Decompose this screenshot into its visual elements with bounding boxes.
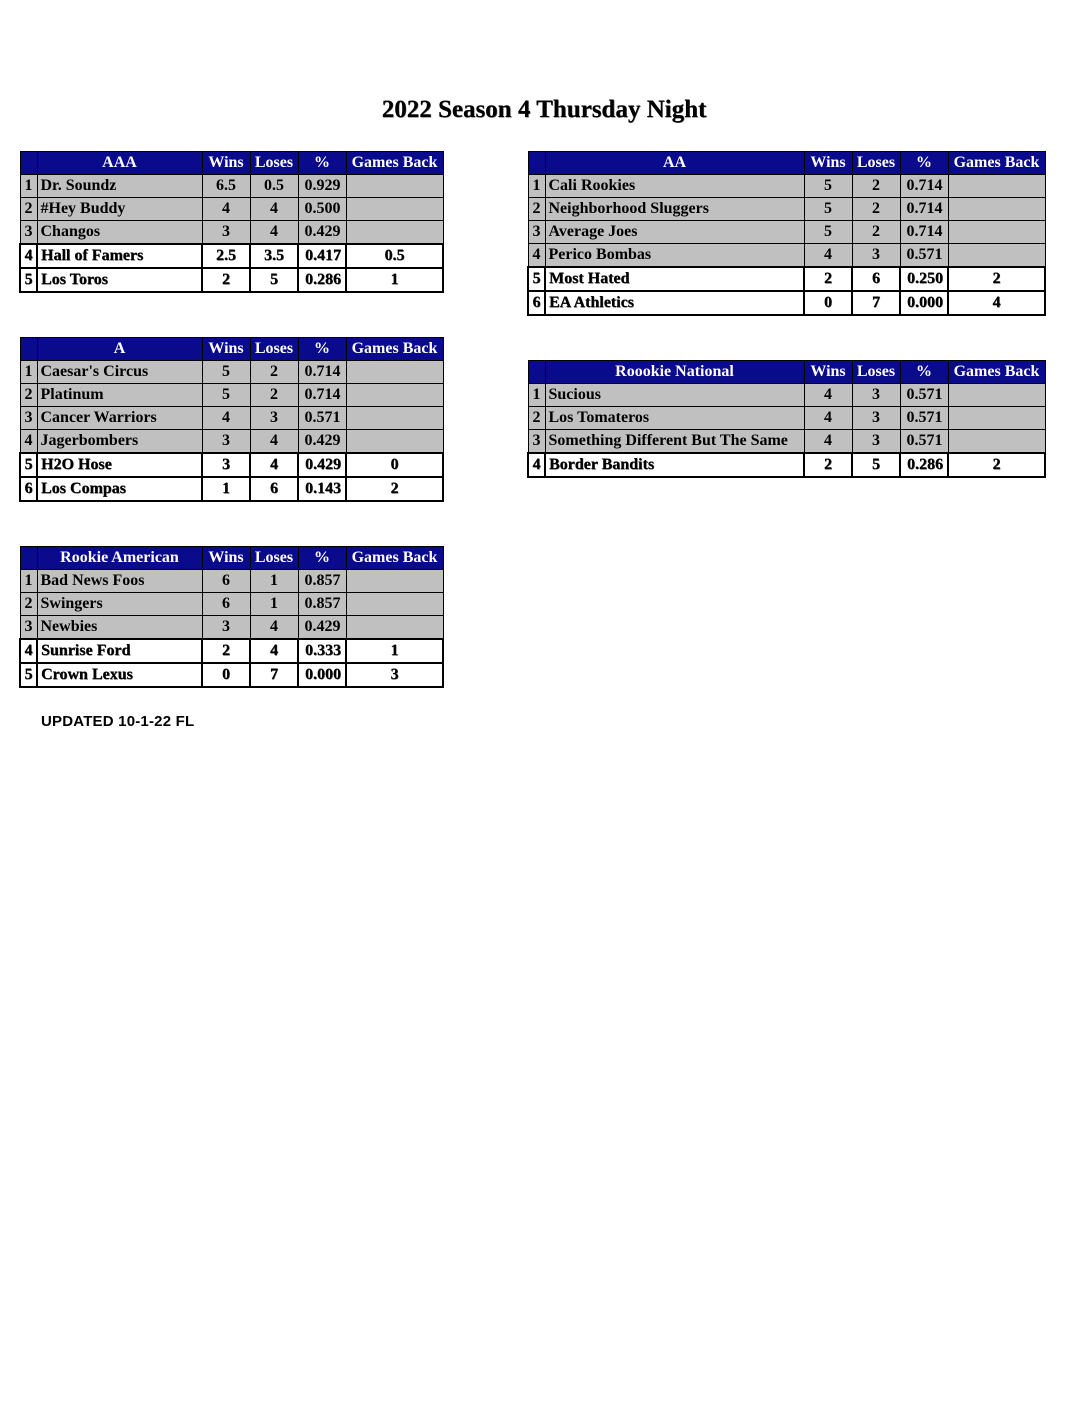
rank-cell: 3	[20, 616, 37, 640]
header-division-name: AAA	[37, 152, 202, 175]
team-name: Cancer Warriors	[37, 407, 202, 430]
games-back-cell: 2	[948, 453, 1045, 477]
pct-cell: 0.000	[298, 663, 346, 687]
games-back-cell	[948, 430, 1045, 454]
rank-cell: 2	[528, 198, 545, 221]
pct-cell: 0.571	[900, 244, 948, 268]
rank-cell: 3	[20, 221, 37, 245]
rank-cell: 5	[528, 267, 545, 291]
games-back-cell: 4	[948, 291, 1045, 315]
header-rank	[20, 547, 37, 570]
table-row	[528, 175, 1045, 198]
page-title: 2022 Season 4 Thursday Night	[381, 96, 707, 123]
pct-cell: 0.417	[298, 244, 346, 268]
header-row	[528, 361, 1045, 384]
wins-cell: 3	[202, 616, 250, 640]
header-row	[20, 547, 443, 570]
team-name: Bad News Foos	[37, 570, 202, 593]
games-back-cell	[346, 407, 443, 430]
games-back-cell	[948, 407, 1045, 430]
header-rank	[528, 361, 545, 384]
wins-cell: 2	[202, 268, 250, 292]
games-back-cell	[948, 221, 1045, 244]
table-row	[20, 175, 443, 198]
table-row	[20, 477, 443, 501]
pct-cell: 0.429	[298, 616, 346, 640]
pct-cell: 0.571	[900, 384, 948, 407]
wins-cell: 4	[202, 198, 250, 221]
rank-cell: 4	[20, 430, 37, 454]
games-back-cell	[346, 221, 443, 245]
table-row	[528, 221, 1045, 244]
pct-cell: 0.250	[900, 267, 948, 291]
wins-cell: 0	[202, 663, 250, 687]
loses-cell: 4	[250, 616, 298, 640]
header-row	[20, 152, 443, 175]
table-row	[20, 268, 443, 292]
pct-cell: 0.429	[298, 453, 346, 477]
wins-cell: 1	[202, 477, 250, 501]
header-games-back: Games Back	[346, 152, 443, 175]
wins-cell: 3	[202, 221, 250, 245]
rank-cell: 3	[20, 407, 37, 430]
standings-table-aa	[527, 151, 1046, 316]
rank-cell: 6	[528, 291, 545, 315]
rank-cell: 3	[528, 430, 545, 454]
games-back-cell	[948, 198, 1045, 221]
wins-cell: 4	[202, 407, 250, 430]
header-loses: Loses	[852, 361, 900, 384]
header-loses: Loses	[852, 152, 900, 175]
rank-cell: 6	[20, 477, 37, 501]
wins-cell: 2	[804, 453, 852, 477]
loses-cell: 3	[852, 430, 900, 454]
pct-cell: 0.429	[298, 221, 346, 245]
header-wins: Wins	[202, 547, 250, 570]
loses-cell: 7	[250, 663, 298, 687]
loses-cell: 1	[250, 570, 298, 593]
standings-table-a	[19, 337, 444, 502]
rank-cell: 1	[20, 361, 37, 384]
table-row	[20, 616, 443, 640]
rank-cell: 5	[20, 663, 37, 687]
table-row	[20, 593, 443, 616]
loses-cell: 4	[250, 639, 298, 663]
wins-cell: 3	[202, 453, 250, 477]
table-row	[528, 430, 1045, 454]
loses-cell: 4	[250, 221, 298, 245]
loses-cell: 2	[250, 361, 298, 384]
table-row	[528, 407, 1045, 430]
loses-cell: 4	[250, 430, 298, 454]
standings-table-rookie-national	[527, 360, 1046, 478]
rank-cell: 4	[528, 244, 545, 268]
table-row	[528, 198, 1045, 221]
loses-cell: 5	[250, 268, 298, 292]
games-back-cell	[346, 361, 443, 384]
table-row	[528, 267, 1045, 291]
pct-cell: 0.714	[900, 198, 948, 221]
wins-cell: 4	[804, 407, 852, 430]
header-games-back: Games Back	[346, 547, 443, 570]
table-row	[528, 291, 1045, 315]
games-back-cell	[346, 430, 443, 454]
header-division-name: AA	[545, 152, 804, 175]
header-games-back: Games Back	[948, 152, 1045, 175]
header-pct: %	[298, 547, 346, 570]
pct-cell: 0.143	[298, 477, 346, 501]
wins-cell: 5	[804, 175, 852, 198]
wins-cell: 3	[202, 430, 250, 454]
games-back-cell	[948, 244, 1045, 268]
rank-cell: 1	[528, 175, 545, 198]
updated-note: UPDATED 10-1-22 FL	[41, 713, 195, 730]
table-row	[20, 453, 443, 477]
wins-cell: 4	[804, 430, 852, 454]
header-pct: %	[900, 361, 948, 384]
pct-cell: 0.500	[298, 198, 346, 221]
rank-cell: 5	[20, 453, 37, 477]
team-name: Neighborhood Sluggers	[545, 198, 804, 221]
standings-table-rookie-american	[19, 546, 444, 688]
header-loses: Loses	[250, 338, 298, 361]
team-name: Newbies	[37, 616, 202, 640]
loses-cell: 2	[852, 175, 900, 198]
games-back-cell	[346, 384, 443, 407]
loses-cell: 6	[250, 477, 298, 501]
wins-cell: 6	[202, 570, 250, 593]
rank-cell: 2	[20, 384, 37, 407]
team-name: Platinum	[37, 384, 202, 407]
pct-cell: 0.571	[900, 407, 948, 430]
games-back-cell: 2	[948, 267, 1045, 291]
header-pct: %	[298, 152, 346, 175]
team-name: Something Different But The Same	[545, 430, 804, 454]
table-row	[528, 453, 1045, 477]
pct-cell: 0.857	[298, 593, 346, 616]
table-row	[20, 430, 443, 454]
table-row	[20, 244, 443, 268]
games-back-cell	[346, 570, 443, 593]
header-rank	[20, 152, 37, 175]
pct-cell: 0.929	[298, 175, 346, 198]
games-back-cell: 2	[346, 477, 443, 501]
rank-cell: 2	[528, 407, 545, 430]
team-name: EA Athletics	[545, 291, 804, 315]
games-back-cell	[948, 175, 1045, 198]
rank-cell: 5	[20, 268, 37, 292]
loses-cell: 7	[852, 291, 900, 315]
pct-cell: 0.714	[900, 221, 948, 244]
loses-cell: 3	[852, 384, 900, 407]
loses-cell: 6	[852, 267, 900, 291]
table-row	[528, 384, 1045, 407]
team-name: Most Hated	[545, 267, 804, 291]
wins-cell: 6	[202, 593, 250, 616]
team-name: H2O Hose	[37, 453, 202, 477]
table-row	[20, 221, 443, 245]
team-name: Sucious	[545, 384, 804, 407]
loses-cell: 5	[852, 453, 900, 477]
table-row	[20, 198, 443, 221]
team-name: Cali Rookies	[545, 175, 804, 198]
team-name: Los Toros	[37, 268, 202, 292]
team-name: Hall of Famers	[37, 244, 202, 268]
team-name: Border Bandits	[545, 453, 804, 477]
pct-cell: 0.714	[298, 384, 346, 407]
games-back-cell	[346, 593, 443, 616]
header-rank	[528, 152, 545, 175]
rank-cell: 4	[528, 453, 545, 477]
table-row	[20, 570, 443, 593]
loses-cell: 3	[250, 407, 298, 430]
games-back-cell	[346, 175, 443, 198]
pct-cell: 0.286	[298, 268, 346, 292]
rank-cell: 2	[20, 198, 37, 221]
header-division-name: A	[37, 338, 202, 361]
header-division-name: Roookie National	[545, 361, 804, 384]
loses-cell: 2	[852, 198, 900, 221]
loses-cell: 2	[250, 384, 298, 407]
loses-cell: 4	[250, 198, 298, 221]
wins-cell: 2	[202, 639, 250, 663]
rank-cell: 3	[528, 221, 545, 244]
games-back-cell: 1	[346, 639, 443, 663]
team-name: Perico Bombas	[545, 244, 804, 268]
team-name: Average Joes	[545, 221, 804, 244]
table-row	[20, 663, 443, 687]
team-name: Crown Lexus	[37, 663, 202, 687]
pct-cell: 0.000	[900, 291, 948, 315]
games-back-cell	[948, 384, 1045, 407]
header-rank	[20, 338, 37, 361]
header-division-name: Rookie American	[37, 547, 202, 570]
team-name: Swingers	[37, 593, 202, 616]
pct-cell: 0.714	[298, 361, 346, 384]
wins-cell: 5	[202, 384, 250, 407]
header-wins: Wins	[202, 338, 250, 361]
pct-cell: 0.333	[298, 639, 346, 663]
header-pct: %	[298, 338, 346, 361]
games-back-cell: 0	[346, 453, 443, 477]
loses-cell: 0.5	[250, 175, 298, 198]
header-loses: Loses	[250, 547, 298, 570]
header-wins: Wins	[804, 152, 852, 175]
pct-cell: 0.857	[298, 570, 346, 593]
header-wins: Wins	[202, 152, 250, 175]
rank-cell: 4	[20, 244, 37, 268]
pct-cell: 0.571	[298, 407, 346, 430]
wins-cell: 2	[804, 267, 852, 291]
rank-cell: 1	[528, 384, 545, 407]
team-name: Changos	[37, 221, 202, 245]
wins-cell: 4	[804, 244, 852, 268]
table-row	[20, 384, 443, 407]
rank-cell: 2	[20, 593, 37, 616]
header-wins: Wins	[804, 361, 852, 384]
team-name: Caesar's Circus	[37, 361, 202, 384]
rank-cell: 1	[20, 175, 37, 198]
table-row	[20, 639, 443, 663]
loses-cell: 4	[250, 453, 298, 477]
games-back-cell: 0.5	[346, 244, 443, 268]
pct-cell: 0.571	[900, 430, 948, 454]
wins-cell: 2.5	[202, 244, 250, 268]
pct-cell: 0.714	[900, 175, 948, 198]
loses-cell: 1	[250, 593, 298, 616]
games-back-cell	[346, 616, 443, 640]
games-back-cell: 1	[346, 268, 443, 292]
wins-cell: 0	[804, 291, 852, 315]
team-name: Los Compas	[37, 477, 202, 501]
rank-cell: 4	[20, 639, 37, 663]
team-name: Dr. Soundz	[37, 175, 202, 198]
header-pct: %	[900, 152, 948, 175]
pct-cell: 0.429	[298, 430, 346, 454]
team-name: Sunrise Ford	[37, 639, 202, 663]
header-row	[20, 338, 443, 361]
wins-cell: 5	[804, 198, 852, 221]
team-name: Los Tomateros	[545, 407, 804, 430]
loses-cell: 3	[852, 244, 900, 268]
wins-cell: 5	[202, 361, 250, 384]
header-games-back: Games Back	[948, 361, 1045, 384]
loses-cell: 3	[852, 407, 900, 430]
loses-cell: 2	[852, 221, 900, 244]
table-row	[20, 407, 443, 430]
header-row	[528, 152, 1045, 175]
table-row	[20, 361, 443, 384]
loses-cell: 3.5	[250, 244, 298, 268]
table-row	[528, 244, 1045, 268]
wins-cell: 5	[804, 221, 852, 244]
games-back-cell: 3	[346, 663, 443, 687]
games-back-cell	[346, 198, 443, 221]
team-name: #Hey Buddy	[37, 198, 202, 221]
header-loses: Loses	[250, 152, 298, 175]
team-name: Jagerbombers	[37, 430, 202, 454]
standings-table-aaa	[19, 151, 444, 293]
rank-cell: 1	[20, 570, 37, 593]
wins-cell: 4	[804, 384, 852, 407]
pct-cell: 0.286	[900, 453, 948, 477]
wins-cell: 6.5	[202, 175, 250, 198]
header-games-back: Games Back	[346, 338, 443, 361]
